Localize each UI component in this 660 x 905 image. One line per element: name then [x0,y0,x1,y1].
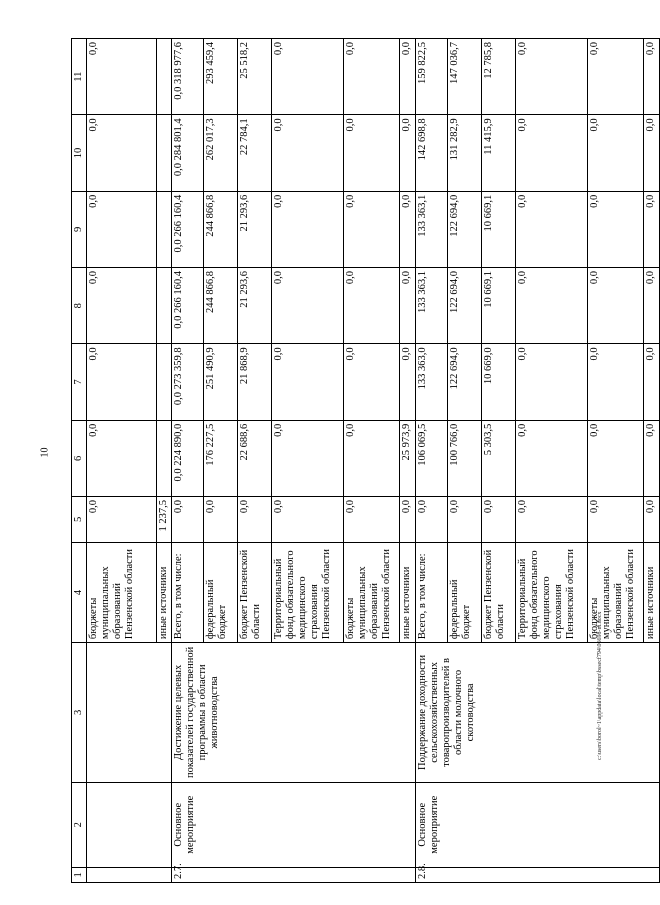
funding-source: бюджеты муниципальных образований Пензенской области [344,542,400,642]
value-cell: 0,0 [644,39,660,115]
value-cell: 0,0 [400,268,416,344]
value-cell: 11 415,9 [482,115,516,191]
value-cell: 0,0 [344,268,400,344]
column-header: 11 [72,39,87,115]
value-cell: 0,0 [644,420,660,496]
funding-source: Территориальный фонд обязательного медицинского страхования Пензенской области [516,542,588,642]
value-cell: 122 694,0 [448,191,482,267]
value-cell: 0,0 [588,268,644,344]
column-header: 3 [72,643,87,783]
value-cell: 0,0 [87,344,157,420]
value-cell: 12 785,8 [482,39,516,115]
value-cell: 0,0 [87,420,157,496]
value-cell: 0,0 [588,344,644,420]
value-cell: 0,0 [516,497,588,543]
value-cell [157,344,172,420]
value-cell: 21 293,6 [238,268,272,344]
funding-source: иные источники [644,542,660,642]
value-cell: 10 669,1 [482,268,516,344]
value-cell: 147 036,7 [448,39,482,115]
value-cell: 5 303,5 [482,420,516,496]
measure-row [416,39,448,883]
value-cell: 244 866,8 [204,191,238,267]
value-cell: 0,0 [482,497,516,543]
value-cell: 0,0 [588,497,644,543]
value-cell: 0,0 [172,497,204,543]
empty-cell [87,867,172,882]
value-cell: 0,0 [272,191,344,267]
value-cell: 0,0 [644,268,660,344]
value-cell: 0,0 [344,191,400,267]
value-cell: 0,0 [87,39,157,115]
budget-table [71,38,660,883]
value-cell [157,39,172,115]
funding-source: бюджет Пензенской области [238,542,272,642]
value-cell: 0,0 [416,497,448,543]
measure-name: Достижение целевых показателей государственной программы в области животноводства [172,643,416,783]
measure-type: Основное мероприятие [416,782,660,867]
value-cell: 0,0 [400,344,416,420]
measure-number: 2.7. [172,867,416,882]
continuation-row [87,39,157,883]
value-cell: 22 688,6 [238,420,272,496]
column-header: 8 [72,268,87,344]
value-cell: 0,0 [344,497,400,543]
value-cell: 131 282,9 [448,115,482,191]
document-path: c:\users\borol~1\appdata\local\temp\bssecf794\06698-m.docx [597,611,603,760]
column-header: 5 [72,497,87,543]
measure-number: 2.8. [416,867,660,882]
value-cell: 0,0 318 977,6 [172,39,204,115]
value-cell [157,115,172,191]
value-cell: 0,0 [516,191,588,267]
value-cell: 133 363,1 [416,191,448,267]
column-header: 10 [72,115,87,191]
measure-name: Поддержание доходности сельскохозяйственных товаропроизводителей в области молочного скотоводства [416,643,660,783]
value-cell: 1 237,5 [157,497,172,543]
value-cell: 100 766,0 [448,420,482,496]
value-cell: 0,0 [588,420,644,496]
empty-cell [87,643,172,783]
column-header: 2 [72,782,87,867]
value-cell: 142 698,8 [416,115,448,191]
funding-source: федеральный бюджет [204,542,238,642]
value-cell: 0,0 [238,497,272,543]
value-cell: 133 363,1 [416,268,448,344]
value-cell: 133 363,0 [416,344,448,420]
empty-cell [87,782,172,867]
funding-source: Территориальный фонд обязательного медицинского страхования Пензенской области [272,542,344,642]
value-cell: 122 694,0 [448,344,482,420]
value-cell: 0,0 [644,191,660,267]
value-cell [157,268,172,344]
header-row [72,39,87,883]
value-cell: 0,0 [588,191,644,267]
value-cell: 0,0 [87,268,157,344]
value-cell: 0,0 [344,115,400,191]
value-cell: 0,0 [344,39,400,115]
value-cell: 0,0 [516,115,588,191]
funding-source: Всего, в том числе: [172,542,204,642]
value-cell: 0,0 [516,344,588,420]
funding-source: иные источники [400,542,416,642]
value-cell: 251 490,9 [204,344,238,420]
value-cell: 21 868,9 [238,344,272,420]
value-cell: 122 694,0 [448,268,482,344]
value-cell: 0,0 266 160,4 [172,268,204,344]
value-cell: 0,0 [272,497,344,543]
value-cell: 25 973,9 [400,420,416,496]
funding-source: иные источники [157,542,172,642]
value-cell: 0,0 [344,344,400,420]
value-cell: 0,0 [448,497,482,543]
value-cell: 293 459,4 [204,39,238,115]
value-cell: 0,0 [204,497,238,543]
column-header: 4 [72,542,87,642]
value-cell: 0,0 [400,497,416,543]
value-cell: 0,0 [588,115,644,191]
value-cell: 0,0 [272,344,344,420]
column-header: 7 [72,344,87,420]
value-cell: 0,0 [87,497,157,543]
column-header: 9 [72,191,87,267]
value-cell: 244 866,8 [204,268,238,344]
value-cell: 159 822,5 [416,39,448,115]
value-cell: 0,0 [344,420,400,496]
funding-source: бюджет Пензенской области [482,542,516,642]
value-cell: 0,0 284 801,4 [172,115,204,191]
value-cell: 106 069,5 [416,420,448,496]
value-cell: 0,0 273 359,8 [172,344,204,420]
funding-source: федеральный бюджет [448,542,482,642]
value-cell: 0,0 [272,420,344,496]
value-cell [157,191,172,267]
column-header: 6 [72,420,87,496]
value-cell: 22 784,1 [238,115,272,191]
value-cell: 0,0 [400,115,416,191]
value-cell: 0,0 [644,344,660,420]
value-cell: 21 293,6 [238,191,272,267]
column-header: 1 [72,867,87,882]
value-cell: 0,0 [644,115,660,191]
value-cell: 0,0 [272,115,344,191]
value-cell: 0,0 [272,268,344,344]
value-cell: 0,0 [400,39,416,115]
value-cell: 0,0 [588,39,644,115]
measure-type: Основное мероприятие [172,782,416,867]
value-cell: 0,0 [516,420,588,496]
value-cell: 0,0 [400,191,416,267]
value-cell: 10 669,0 [482,344,516,420]
measure-row [172,39,204,883]
value-cell: 0,0 [272,39,344,115]
value-cell: 25 518,2 [238,39,272,115]
value-cell: 0,0 [516,39,588,115]
value-cell: 0,0 [644,497,660,543]
value-cell: 176 227,5 [204,420,238,496]
value-cell: 0,0 [87,115,157,191]
page-number: 10 [39,447,51,458]
value-cell: 262 017,3 [204,115,238,191]
value-cell: 0,0 266 160,4 [172,191,204,267]
funding-source: бюджеты муниципальных образований Пензенской области [87,542,157,642]
funding-source: Всего, в том числе: [416,542,448,642]
value-cell: 0,0 224 890,0 [172,420,204,496]
value-cell: 0,0 [516,268,588,344]
value-cell: 0,0 [87,191,157,267]
value-cell [157,420,172,496]
value-cell: 10 669,1 [482,191,516,267]
funding-source: бюджеты муниципальных образований Пензенской области [588,542,644,642]
